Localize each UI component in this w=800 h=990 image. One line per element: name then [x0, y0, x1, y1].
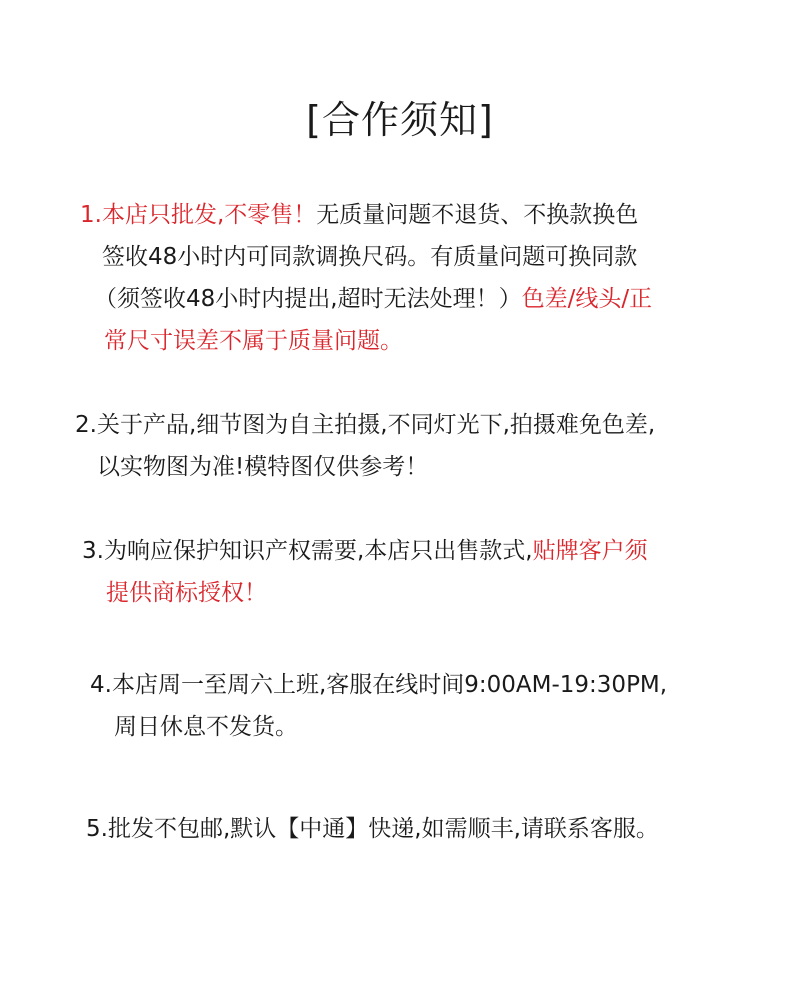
notice-item-3 [82, 530, 648, 614]
notice-item-1 [80, 194, 652, 362]
notice-item-1-line-4: 常尺寸误差不属于质量问题。 [104, 328, 403, 354]
notice-item-3-line-2: 提供商标授权！ [106, 580, 267, 606]
notice-item-4 [90, 664, 667, 748]
no-return-text: 无质量问题不退货、不换款换色 [316, 202, 639, 228]
ip-protection-text: 3.为响应保护知识产权需要,本店只出售款式, [82, 538, 533, 564]
page-title: [合作须知] [306, 98, 494, 142]
notice-item-2-line-2: 以实物图为准!模特图仅供参考！ [97, 454, 429, 480]
notice-item-5-line-1: 5.批发不包邮,默认【中通】快递,如需顺丰,请联系客服。 [86, 816, 659, 842]
notice-item-5 [86, 808, 659, 850]
notice-item-2-line-1: 2.关于产品,细节图为自主拍摄,不同灯光下,拍摄难免色差, [75, 412, 656, 438]
color-diff-text: 色差/线头/正 [521, 286, 653, 312]
notice-item-4-line-1: 4.本店周一至周六上班,客服在线时间9:00AM-19:30PM, [90, 672, 668, 698]
notice-item-1-line-3 [80, 278, 652, 320]
notice-item-2 [75, 404, 655, 488]
wholesale-only-text: 1.本店只批发,不零售！ [80, 202, 317, 228]
notice-item-1-line-2: 签收48小时内可同款调换尺码。有质量问题可换同款 [102, 244, 638, 270]
notice-item-4-line-2: 周日休息不发货。 [114, 714, 298, 740]
oem-client-text: 贴牌客户须 [532, 538, 648, 564]
notice-item-1-line-1 [80, 194, 652, 236]
notice-item-3-line-1 [82, 530, 648, 572]
exchange-window-text: （须签收48小时内提出,超时无法处理！） [94, 286, 522, 312]
